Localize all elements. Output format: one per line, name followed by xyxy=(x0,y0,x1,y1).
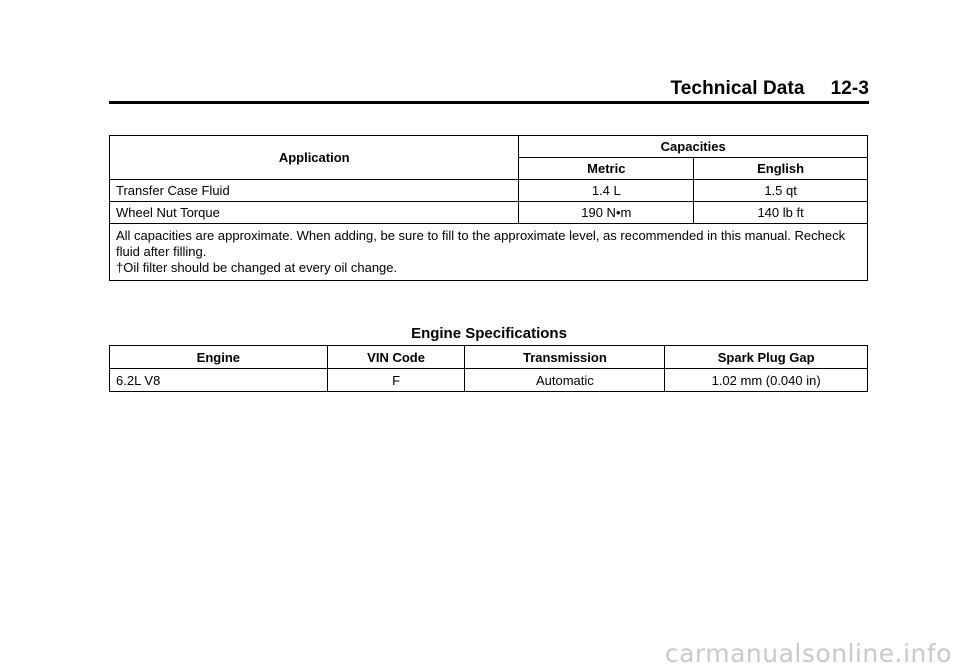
engine-specs-table xyxy=(109,345,868,392)
metric-cell: 190 N•m xyxy=(519,202,694,224)
engine-cell: 6.2L V8 xyxy=(110,369,328,392)
capacities-header-row xyxy=(110,136,868,158)
engine-header-row xyxy=(110,346,868,369)
application-cell: Transfer Case Fluid xyxy=(110,180,519,202)
vin-code-cell: F xyxy=(327,369,465,392)
notes-row xyxy=(110,224,868,281)
table-row xyxy=(110,180,868,202)
table-row xyxy=(110,202,868,224)
engine-specs-title: Engine Specifications xyxy=(411,325,567,342)
capacity-note: All capacities are approximate. When adding, be sure to fill to the approximate level, as recommended in this manual. Recheck fluid after filling. xyxy=(116,228,846,259)
english-header: English xyxy=(694,158,868,180)
capacities-table xyxy=(109,135,868,281)
header-title xyxy=(670,78,869,100)
page-number: 12-3 xyxy=(830,78,869,99)
section-title: Technical Data xyxy=(670,78,805,99)
header-rule xyxy=(109,101,869,104)
spark-plug-gap-cell: 1.02 mm (0.040 in) xyxy=(665,369,868,392)
metric-header: Metric xyxy=(519,158,694,180)
application-header: Application xyxy=(110,136,519,180)
engine-header: Engine xyxy=(110,346,328,369)
spark-plug-gap-header: Spark Plug Gap xyxy=(665,346,868,369)
capacities-header: Capacities xyxy=(519,136,868,158)
application-cell: Wheel Nut Torque xyxy=(110,202,519,224)
english-cell: 1.5 qt xyxy=(694,180,868,202)
vin-code-header: VIN Code xyxy=(327,346,465,369)
oil-filter-note: †Oil filter should be changed at every oil change. xyxy=(116,260,398,275)
notes-cell xyxy=(110,224,868,281)
transmission-header: Transmission xyxy=(465,346,665,369)
page-header xyxy=(109,78,869,100)
english-cell: 140 lb ft xyxy=(694,202,868,224)
metric-cell: 1.4 L xyxy=(519,180,694,202)
watermark: carmanualsonline.info xyxy=(664,639,952,668)
table-row xyxy=(110,369,868,392)
transmission-cell: Automatic xyxy=(465,369,665,392)
